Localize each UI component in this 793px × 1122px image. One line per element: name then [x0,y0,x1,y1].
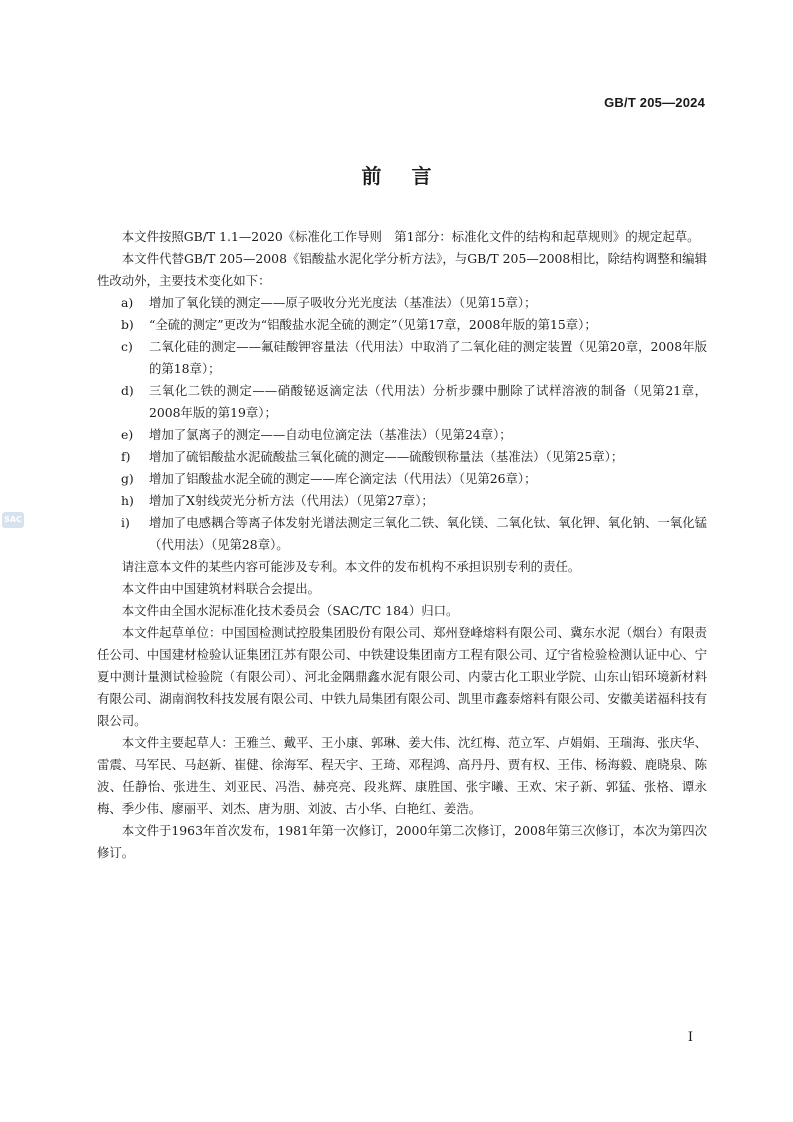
list-marker: g) [121,471,134,486]
list-marker: h) [121,493,134,508]
list-item [97,292,707,314]
list-item-text: 增加了氧化镁的测定——原子吸收分光光度法（基准法）（见第15章）； [149,295,537,310]
paragraph-history: 本文件于1963年首次发布，1981年第一次修订，2000年第二次修订，2008年第三次修订，本次为第四次修订。 [97,823,707,860]
list-item [97,446,707,468]
list-item [97,490,707,512]
list-item-text: “全硫的测定”更改为“铝酸盐水泥全硫的测定”（见第17章，2008年版的第15章）； [149,317,597,332]
document-body [97,226,707,864]
list-marker: c) [121,339,133,354]
paragraph-centralized-by: 本文件由全国水泥标准化技术委员会（SAC/TC 184）归口。 [121,603,459,618]
list-item-text: 增加了铝酸盐水泥全硫的测定——库仑滴定法（代用法）（见第26章）； [149,471,537,486]
list-item-text: 增加了硫铝酸盐水泥硫酸盐三氧化硫的测定——硫酸钡称量法（基准法）（见第25章）； [149,449,624,464]
sac-watermark-logo: SAC [2,512,24,528]
list-item-text: 二氧化硅的测定——氟硅酸钾容量法（代用法）中取消了二氧化硅的测定装置（见第20章，2008年版的第18章）； [149,339,707,376]
paragraph-patent-notice: 请注意本文件的某些内容可能涉及专利。本文件的发布机构不承担识别专利的责任。 [121,559,581,574]
paragraph-proposed-by: 本文件由中国建筑材料联合会提出。 [121,581,321,596]
list-item-text: 增加了电感耦合等离子体发射光谱法测定三氧化二铁、氧化镁、二氧化钛、氧化钾、氧化钠、一氧化锰（代用法）（见第28章）。 [149,515,707,552]
changes-list [97,292,707,556]
list-item [97,424,707,446]
list-item [97,380,707,424]
page-title: 前言 [361,164,462,188]
paragraph-drafting-units: 本文件起草单位：中国国检测试控股集团股份有限公司、郑州登峰熔料有限公司、冀东水泥（烟台）有限责任公司、中国建材检验认证集团江苏有限公司、中铁建设集团南方工程有限公司、辽宁省检验检测认证中心、宁夏中测计量测试检验院（有限公司）、河北金隅鼎鑫水泥有限公司、内蒙古化工职业学院、山东山铝环境新材料有限公司、湖南润牧科技发展有限公司、中铁九局集团有限公司、凯里市鑫泰熔料有限公司、安徽美诺福科技有限公司。 [97,625,707,728]
list-marker: i) [121,515,130,530]
list-marker: b) [121,317,134,332]
list-item-text: 三氧化二铁的测定——硝酸铋返滴定法（代用法）分析步骤中删除了试样溶液的制备（见第21章，2008年版的第19章）； [149,383,707,420]
list-item [97,468,707,490]
paragraph-drafting-rules: 本文件按照GB/T 1.1—2020《标准化工作导则 第1部分：标准化文件的结构和起草规则》的规定起草。 [121,229,700,244]
list-item-text: 增加了X射线荧光分析方法（代用法）（见第27章）； [149,493,434,508]
list-marker: f) [121,449,131,464]
list-item [97,314,707,336]
list-marker: d) [121,383,134,398]
page-number: I [687,1030,693,1045]
list-marker: e) [121,427,134,442]
list-item-text: 增加了氯离子的测定——自动电位滴定法（基准法）（见第24章）； [149,427,512,442]
list-item [97,336,707,380]
list-item [97,512,707,556]
paragraph-drafters: 本文件主要起草人：王雅兰、戴平、王小康、郭琳、姜大伟、沈红梅、范立军、卢娟娟、王瑞海、张庆华、雷震、马军民、马赵新、崔健、徐海军、程天宇、王琦、邓程鸿、高丹丹、贾有权、王伟、杨海毅、鹿晓泉、陈波、任静怡、张进生、刘亚民、冯浩、赫亮亮、段兆辉、康胜国、张宇曦、王欢、宋子新、郭猛、张格、谭永梅、季少伟、廖丽平、刘杰、唐为朋、刘波、古小华、白艳红、姜浩。 [97,735,707,816]
list-marker: a) [121,295,134,310]
paragraph-replaces: 本文件代替GB/T 205—2008《铝酸盐水泥化学分析方法》，与GB/T 205—2008相比，除结构调整和编辑性改动外，主要技术变化如下： [97,251,707,288]
standard-code: GB/T 205—2024 [604,95,705,110]
